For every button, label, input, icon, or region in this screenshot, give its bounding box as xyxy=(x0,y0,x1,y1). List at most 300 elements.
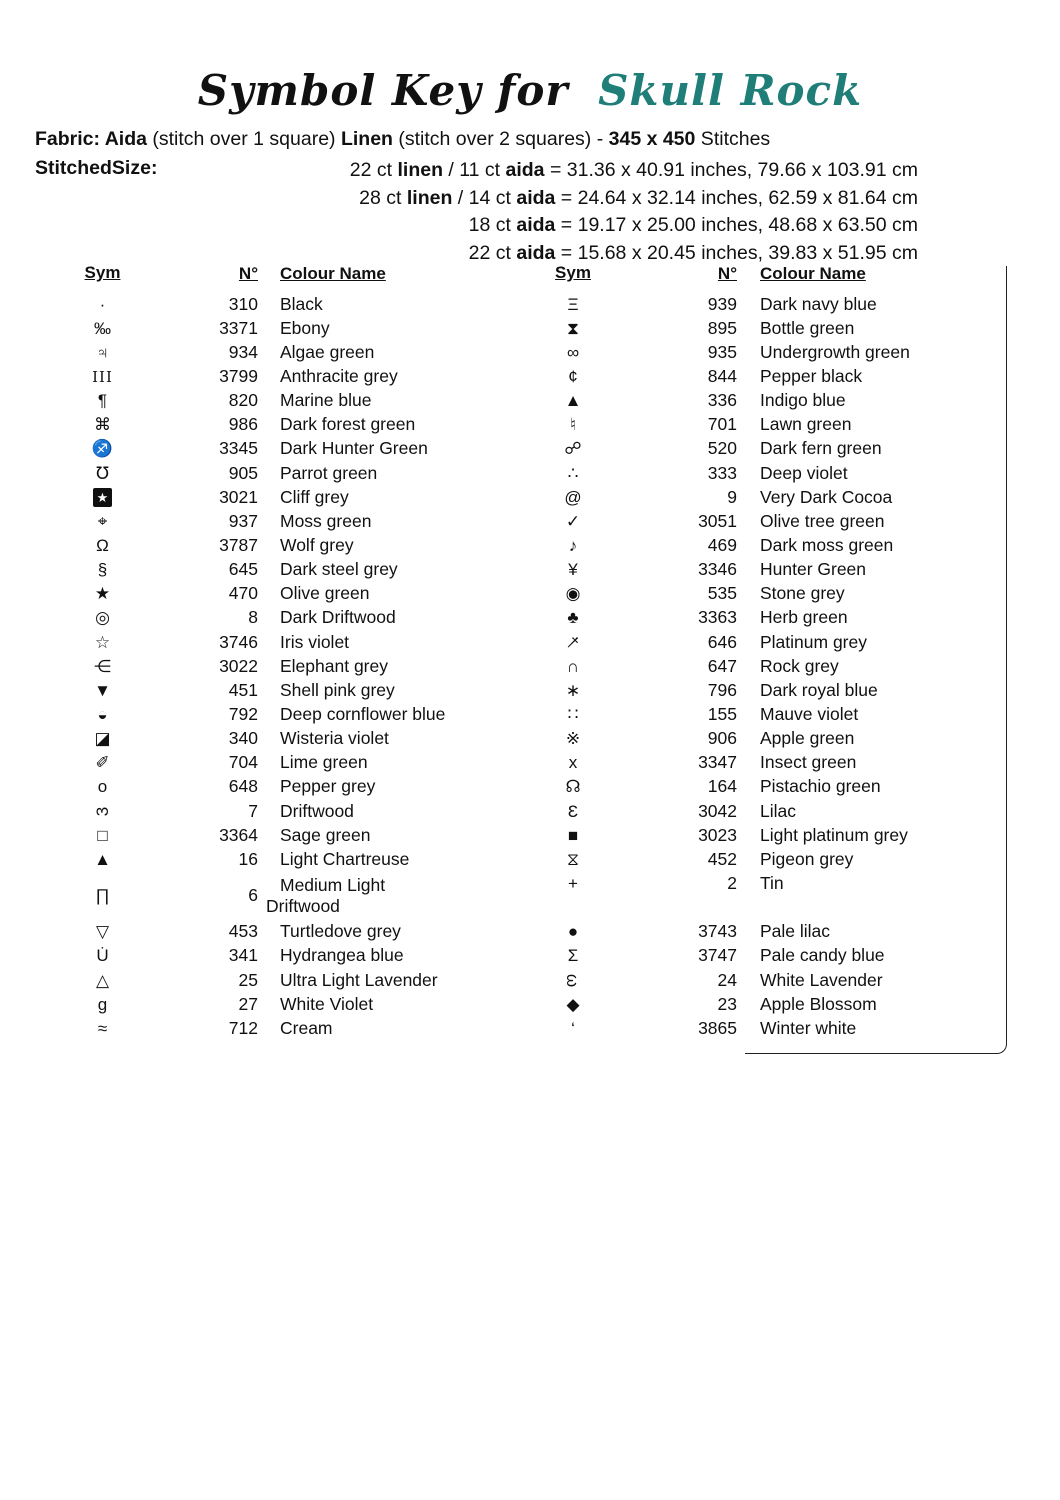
size-segment: aida xyxy=(505,159,545,181)
table-row xyxy=(60,389,520,413)
colour-name-cell: Herb green xyxy=(760,607,848,628)
stitch-symbol: ▲ xyxy=(94,849,111,869)
stitch-symbol: ☊ xyxy=(565,777,581,797)
size-segment: = 15.68 x 20.45 inches, 39.83 x 51.95 cm xyxy=(555,241,918,264)
symbol-cell xyxy=(60,416,145,433)
stitch-symbol: ▲ xyxy=(564,391,582,411)
colour-name-cell: Lawn green xyxy=(760,414,852,435)
stitch-symbol: Σ xyxy=(567,946,579,966)
symbol-cell xyxy=(60,465,145,482)
stitch-symbol: ∩ xyxy=(566,656,580,676)
number-cell: 645 xyxy=(228,559,258,580)
stitch-symbol: ≈ xyxy=(97,1018,108,1038)
size-segment: = 24.64 x 32.14 inches, 62.59 x 81.64 cm xyxy=(555,186,918,209)
table-row xyxy=(60,847,520,871)
size-segment: aida xyxy=(516,186,556,209)
colour-name-cell: Lilac xyxy=(760,800,796,821)
colour-name-cell: Very Dark Cocoa xyxy=(760,486,893,507)
number-cell: 3799 xyxy=(219,365,258,386)
symbol-cell xyxy=(60,585,145,602)
symbol-cell xyxy=(533,1020,613,1037)
title-pattern-name: Skull Rock xyxy=(598,66,863,115)
stitch-symbol: + xyxy=(568,873,578,893)
stitched-size-lines xyxy=(30,157,918,267)
stitch-symbol: ∷ xyxy=(567,704,579,724)
fabric-segment: (stitch over 2 squares) - xyxy=(392,128,609,150)
stitch-symbol: ◆ xyxy=(566,994,580,1014)
table-row xyxy=(60,992,520,1016)
header-name xyxy=(258,264,520,284)
size-segment: linen xyxy=(406,186,453,209)
header-no-label: N° xyxy=(238,264,258,283)
symbol-cell xyxy=(60,778,145,795)
table-row xyxy=(60,968,520,992)
symbol-cell xyxy=(60,634,145,651)
number-cell: 3051 xyxy=(698,510,737,531)
colour-name-cell: Light platinum grey xyxy=(760,824,908,845)
colour-name-cell: Dark Hunter Green xyxy=(280,438,428,459)
size-line xyxy=(30,157,918,185)
colour-name-cell: Olive tree green xyxy=(760,510,885,531)
stitch-symbol: ∞ xyxy=(566,342,580,362)
symbol-cell xyxy=(60,609,145,626)
symbol-cell xyxy=(60,392,145,409)
colour-name-cell: Apple Blossom xyxy=(760,993,877,1014)
colour-name-cell: Sage green xyxy=(280,824,371,845)
symbol-cell xyxy=(533,465,613,482)
stitch-symbol: x xyxy=(568,753,578,773)
colour-name-cell: Dark royal blue xyxy=(760,679,878,700)
colour-name-cell: White Violet xyxy=(280,993,374,1014)
table-row xyxy=(60,558,520,582)
stitch-symbol: △ xyxy=(95,970,110,990)
stitch-symbol: ¥ xyxy=(568,560,578,580)
stitch-symbol: ℧ xyxy=(96,463,109,483)
symbol-cell xyxy=(60,730,145,747)
colour-name-cell: Moss green xyxy=(280,510,372,531)
colour-name-cell: Insect green xyxy=(760,752,857,773)
stitch-symbol: U̇ xyxy=(96,946,109,966)
number-cell: 647 xyxy=(707,655,737,676)
stitch-symbol: ◒ xyxy=(97,704,108,724)
fabric-segment: Linen xyxy=(340,128,393,150)
symbol-cell xyxy=(60,706,145,723)
stitch-symbol: g xyxy=(97,994,108,1014)
number-cell: 905 xyxy=(228,462,258,483)
symbol-cell xyxy=(60,513,145,530)
stitch-symbol: Ξ xyxy=(567,294,579,314)
title-text: Symbol Key for xyxy=(197,66,569,115)
table-row xyxy=(60,413,520,437)
colour-name-cell: Wolf grey xyxy=(280,534,354,555)
size-segment: aida xyxy=(516,241,556,264)
colour-name-cell: Turtledove grey xyxy=(280,921,401,942)
colour-name-cell: Tin xyxy=(760,872,784,893)
colour-name-cell: Elephant grey xyxy=(280,655,388,676)
number-cell: 23 xyxy=(717,993,737,1014)
colour-name-cell: Platinum grey xyxy=(760,631,867,652)
header-sym-label: Sym xyxy=(84,263,121,282)
table-row xyxy=(60,582,520,606)
symbol-cell xyxy=(533,513,613,530)
colour-name-cell: Pepper grey xyxy=(280,776,376,797)
stitch-symbol: ‘ xyxy=(571,1018,575,1038)
symbol-cell xyxy=(60,754,145,771)
table-row xyxy=(60,485,520,509)
symbol-cell xyxy=(533,561,613,578)
size-segment: = 31.36 x 40.91 inches, 79.66 x 103.91 cm xyxy=(544,159,918,181)
number-cell: 469 xyxy=(707,534,737,555)
size-segment: aida xyxy=(516,214,556,237)
number-cell: 704 xyxy=(228,752,258,773)
stitch-symbol: □ xyxy=(97,825,108,845)
number-cell: 3743 xyxy=(698,921,737,942)
stitch-symbol: ⌖ xyxy=(97,511,108,531)
number-cell: 3345 xyxy=(219,438,258,459)
table-row xyxy=(60,678,520,702)
stitch-symbol: ◉ xyxy=(565,584,581,604)
header-sym xyxy=(533,264,613,281)
stitch-symbol: ☍ xyxy=(564,439,582,459)
stitch-symbol: ● xyxy=(567,922,579,942)
number-cell: 3865 xyxy=(698,1017,737,1038)
number-cell: 336 xyxy=(707,390,737,411)
symbol-cell xyxy=(533,851,613,868)
symbol-cell xyxy=(533,392,613,409)
stitch-symbol: @ xyxy=(564,487,582,507)
stitch-symbol: ⋲ xyxy=(94,656,111,676)
stitch-symbol: ∏ xyxy=(95,886,110,906)
table-row xyxy=(60,751,520,775)
symbol-cell xyxy=(533,658,613,675)
fabric-segment: 345 x 450 xyxy=(608,128,696,150)
table-row xyxy=(60,799,520,823)
table-row xyxy=(60,944,520,968)
header-no-label: N° xyxy=(717,264,737,283)
number-cell: 3021 xyxy=(219,486,258,507)
symbol-cell xyxy=(533,368,613,385)
stitch-symbol: ☆ xyxy=(94,632,111,652)
colour-name-cell: Winter white xyxy=(760,1017,857,1038)
symbol-cell xyxy=(60,972,145,989)
stitch-symbol: ✓ xyxy=(565,511,581,531)
table-row xyxy=(60,340,520,364)
stitch-symbol: 3 xyxy=(93,806,112,816)
table-row xyxy=(60,775,520,799)
symbol-cell xyxy=(533,489,613,506)
number-cell: 3346 xyxy=(698,559,737,580)
table-row xyxy=(60,1016,520,1040)
number-cell: 844 xyxy=(707,365,737,386)
symbol-cell xyxy=(533,537,613,554)
symbol-cell xyxy=(533,631,613,653)
number-cell: 451 xyxy=(228,679,258,700)
symbol-cell xyxy=(60,803,145,820)
fabric-line xyxy=(35,128,770,151)
stitch-symbol: ⌘ xyxy=(94,415,111,435)
colour-name-cell: Dark forest green xyxy=(280,414,416,435)
symbol-cell xyxy=(533,585,613,602)
symbol-cell xyxy=(533,827,613,844)
symbol-cell xyxy=(533,609,613,626)
number-cell: 520 xyxy=(707,438,737,459)
colour-name-cell: Algae green xyxy=(280,341,375,362)
symbol-cell xyxy=(533,778,613,795)
number-cell: 3363 xyxy=(698,607,737,628)
stitch-symbol: ∗ xyxy=(565,680,581,700)
stitch-symbol: ⧖ xyxy=(567,849,579,869)
number-cell: 3347 xyxy=(698,752,737,773)
header-no xyxy=(613,264,737,284)
number-cell: 3746 xyxy=(219,631,258,652)
symbol-cell xyxy=(60,658,145,675)
stitch-symbol: ♐ xyxy=(91,439,114,459)
symbol-cell xyxy=(533,996,613,1013)
colour-name-cell: Black xyxy=(280,293,323,314)
stitch-symbol: ¶ xyxy=(97,391,108,411)
number-cell: 340 xyxy=(228,728,258,749)
symbol-cell xyxy=(533,344,613,361)
header-sym xyxy=(60,264,145,281)
table-row xyxy=(60,727,520,751)
number-cell: 937 xyxy=(228,510,258,531)
colour-name-cell: Cliff grey xyxy=(280,486,349,507)
number-cell: 8 xyxy=(248,607,258,628)
symbol-cell xyxy=(533,972,613,989)
colour-name-cell: Cream xyxy=(280,1017,333,1038)
number-cell: 9 xyxy=(727,486,737,507)
number-cell: 27 xyxy=(238,993,258,1014)
number-cell: 452 xyxy=(707,848,737,869)
colour-name-cell: Ultra Light Lavender xyxy=(280,969,438,990)
symbol-cell xyxy=(60,1020,145,1037)
fabric-segment: Stitches xyxy=(695,128,771,150)
size-segment: linen xyxy=(397,159,443,181)
stitched-size-label: StitchedSize: xyxy=(35,157,158,179)
key-table-left xyxy=(60,264,520,1040)
number-cell: 712 xyxy=(228,1017,258,1038)
symbol-cell xyxy=(533,803,613,820)
size-segment: 28 ct xyxy=(359,186,407,209)
symbol-cell xyxy=(533,296,613,313)
stitch-symbol: o xyxy=(97,777,108,797)
number-cell: 453 xyxy=(228,921,258,942)
table-row xyxy=(60,316,520,340)
number-cell: 470 xyxy=(228,583,258,604)
header-sym-label: Sym xyxy=(555,263,591,282)
stitch-symbol: ★ xyxy=(94,584,111,604)
number-cell: 3787 xyxy=(219,534,258,555)
symbol-cell xyxy=(60,887,145,904)
fabric-segment: (stitch over 1 square) xyxy=(146,128,341,150)
table-row xyxy=(60,364,520,388)
fabric-segment: Fabric: Aida xyxy=(35,128,147,150)
colour-name-cell: Hunter Green xyxy=(760,559,867,580)
stitch-symbol: III xyxy=(92,367,113,386)
symbol-cell xyxy=(60,537,145,554)
table-row xyxy=(60,509,520,533)
table-row xyxy=(60,920,520,944)
stitch-symbol: ♃ xyxy=(96,342,109,362)
number-cell: 3042 xyxy=(698,800,737,821)
colour-name-cell: Wisteria violet xyxy=(280,728,389,749)
table-row xyxy=(60,437,520,461)
symbol-cell xyxy=(60,368,145,385)
symbol-cell xyxy=(60,561,145,578)
colour-name-cell: Dark Driftwood xyxy=(280,607,396,628)
number-cell: 333 xyxy=(707,462,737,483)
table-row xyxy=(60,871,520,919)
colour-name-cell: Rock grey xyxy=(760,655,839,676)
number-cell: 7 xyxy=(248,800,258,821)
symbol-cell xyxy=(533,754,613,771)
header-name-label: Colour Name xyxy=(280,264,386,283)
size-segment: 22 ct xyxy=(349,159,398,181)
symbol-cell xyxy=(60,947,145,964)
number-cell: 3747 xyxy=(698,945,737,966)
colour-name-cell: Deep cornflower blue xyxy=(280,703,446,724)
number-cell: 3371 xyxy=(219,317,258,338)
size-line xyxy=(30,185,918,213)
symbol-cell xyxy=(60,296,145,313)
header-name-label: Colour Name xyxy=(760,264,866,283)
colour-name-cell: Stone grey xyxy=(760,583,845,604)
stitch-symbol: † xyxy=(562,631,584,653)
number-cell: 701 xyxy=(707,414,737,435)
symbol-cell xyxy=(533,320,613,337)
stitch-symbol: ⧗ xyxy=(567,318,579,338)
symbol-cell xyxy=(60,488,145,507)
colour-name-cell: Anthracite grey xyxy=(280,365,398,386)
stitch-symbol: ∴ xyxy=(567,463,579,483)
colour-name-cell: Shell pink grey xyxy=(280,679,395,700)
stitch-symbol: ♪ xyxy=(568,535,578,555)
colour-name-cell: Indigo blue xyxy=(760,390,846,411)
stitch-symbol: ▽ xyxy=(95,922,110,942)
stitch-symbol: ♮ xyxy=(569,415,577,435)
number-cell: 310 xyxy=(228,293,258,314)
symbol-cell xyxy=(533,730,613,747)
header-no xyxy=(145,264,258,284)
colour-name-cell: Dark steel grey xyxy=(280,559,398,580)
colour-name-cell: Pistachio green xyxy=(760,776,881,797)
colour-name-cell: Driftwood xyxy=(280,800,354,821)
colour-name-cell: Marine blue xyxy=(280,390,372,411)
stitch-symbol: ✐ xyxy=(95,753,110,773)
table-row xyxy=(60,823,520,847)
symbol-cell xyxy=(60,344,145,361)
number-cell: 2 xyxy=(727,872,737,893)
number-cell: 25 xyxy=(238,969,258,990)
number-cell: 24 xyxy=(717,969,737,990)
colour-name-cell: Hydrangea blue xyxy=(280,945,404,966)
symbol-cell xyxy=(533,923,613,940)
colour-name-cell: Deep violet xyxy=(760,462,848,483)
colour-name-cell: Pale candy blue xyxy=(760,945,885,966)
colour-name-cell: Pepper black xyxy=(760,365,863,386)
colour-name-cell: Undergrowth green xyxy=(760,341,910,362)
colour-name-cell: Dark fern green xyxy=(760,438,882,459)
stitch-symbol: Ɛ xyxy=(567,801,579,821)
colour-name-cell: Light Chartreuse xyxy=(280,848,410,869)
stitch-symbol: Ω xyxy=(96,535,109,555)
colour-name-cell: Bottle green xyxy=(760,317,855,338)
stitch-symbol: ▼ xyxy=(94,680,111,700)
colour-name-cell: Olive green xyxy=(280,583,370,604)
stitch-symbol: ★ xyxy=(93,488,112,507)
symbol-cell xyxy=(533,682,613,699)
number-cell: 934 xyxy=(228,341,258,362)
colour-name-cell: Pale lilac xyxy=(760,921,831,942)
colour-name-cell: Dark navy blue xyxy=(760,293,877,314)
symbol-cell xyxy=(60,440,145,457)
number-cell: 16 xyxy=(238,848,258,869)
number-cell: 6 xyxy=(248,885,258,906)
table-row xyxy=(60,630,520,654)
size-segment: 18 ct xyxy=(468,214,517,237)
number-cell: 155 xyxy=(707,703,737,724)
number-cell: 341 xyxy=(228,945,258,966)
symbol-cell xyxy=(60,682,145,699)
size-segment: / 14 ct xyxy=(452,186,517,209)
size-line xyxy=(30,212,918,240)
stitch-symbol: ■ xyxy=(567,825,579,845)
colour-name-cell: Apple green xyxy=(760,728,855,749)
table-row xyxy=(60,654,520,678)
colour-name-cell: Mauve violet xyxy=(760,703,859,724)
number-cell: 820 xyxy=(228,390,258,411)
symbol-cell xyxy=(60,320,145,337)
stitch-symbol: ¢ xyxy=(568,366,578,386)
number-cell: 895 xyxy=(707,317,737,338)
table-row xyxy=(60,606,520,630)
table-row xyxy=(60,533,520,557)
colour-name-cell: Iris violet xyxy=(280,631,350,652)
number-cell: 939 xyxy=(707,293,737,314)
symbol-cell xyxy=(60,827,145,844)
colour-name-cell: Pigeon grey xyxy=(760,848,854,869)
table-row xyxy=(60,702,520,726)
size-segment: 22 ct xyxy=(468,241,517,264)
symbol-cell xyxy=(533,706,613,723)
number-cell: 986 xyxy=(228,414,258,435)
stitch-symbol: ◪ xyxy=(94,729,111,749)
colour-name-cell: Medium Light Driftwood xyxy=(266,874,386,916)
number-cell: 906 xyxy=(707,728,737,749)
stitch-symbol: ω xyxy=(563,973,583,987)
number-cell: 648 xyxy=(228,776,258,797)
colour-name-cell: Dark moss green xyxy=(760,534,894,555)
number-cell: 3022 xyxy=(219,655,258,676)
number-cell: 792 xyxy=(228,703,258,724)
stitch-symbol: § xyxy=(97,560,108,580)
number-cell: 796 xyxy=(707,679,737,700)
symbol-cell xyxy=(60,996,145,1013)
stitch-symbol: ※ xyxy=(565,729,581,749)
stitch-symbol: ◎ xyxy=(95,608,110,628)
number-cell: 3364 xyxy=(219,824,258,845)
table-corner-border xyxy=(745,266,1007,1054)
colour-name-cell: White Lavender xyxy=(760,969,883,990)
symbol-cell xyxy=(533,875,613,892)
stitch-symbol: ‰ xyxy=(94,318,111,338)
size-segment: = 19.17 x 25.00 inches, 48.68 x 63.50 cm xyxy=(555,214,918,237)
colour-name-cell: Parrot green xyxy=(280,462,378,483)
symbol-cell xyxy=(533,947,613,964)
number-cell: 535 xyxy=(707,583,737,604)
table-header-row xyxy=(60,264,520,292)
size-segment: / 11 ct xyxy=(443,159,506,181)
